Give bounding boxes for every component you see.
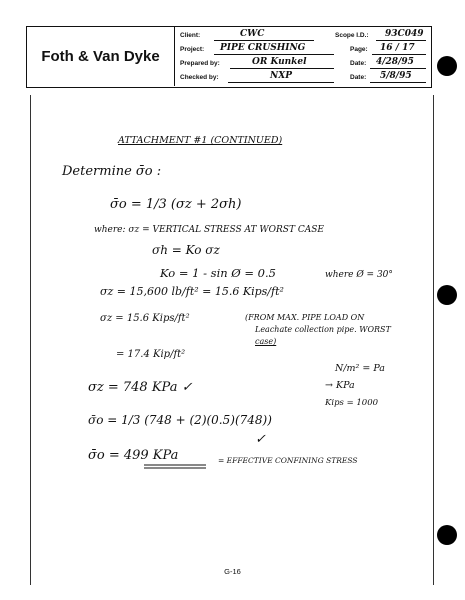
formula-ko: Ko = 1 - sin Ø = 0.5 xyxy=(160,266,276,280)
check-mark: ✓ xyxy=(255,432,266,447)
unit-note-3: Kips = 1000 xyxy=(325,398,379,408)
scope-value: 93C049 xyxy=(385,29,424,39)
company-name: Foth & Van Dyke xyxy=(27,27,175,86)
prepared-date-label: Date: xyxy=(350,60,367,67)
attachment-title: ATTACHMENT #1 (CONTINUED) xyxy=(118,135,283,146)
source-note-3: case) xyxy=(255,337,277,346)
client-value: CWC xyxy=(240,29,265,39)
effective-stress-label: = EFFECTIVE CONFINING STRESS xyxy=(218,456,358,465)
sigma-z-kpa: σz = 748 KPa ✓ xyxy=(88,380,193,395)
scope-label: Scope I.D.: xyxy=(335,32,369,39)
formula-sigma-o: σ̄o = 1/3 (σz + 2σh) xyxy=(110,197,242,212)
sigma-o-substitution: σ̄o = 1/3 (748 + (2)(0.5)(748)) xyxy=(88,413,272,427)
client-row xyxy=(180,29,430,43)
client-label: Client: xyxy=(180,32,201,39)
checked-date-value: 5/8/95 xyxy=(380,71,412,81)
punch-hole-middle xyxy=(437,285,457,305)
prepared-date-value: 4/28/95 xyxy=(376,57,414,67)
prepared-row xyxy=(180,57,430,71)
project-value: PIPE CRUSHING xyxy=(220,43,306,53)
where-vertical-stress: where: σz = VERTICAL STRESS AT WORST CASE xyxy=(94,225,324,235)
title-block xyxy=(26,26,432,88)
source-note-1: (FROM MAX. PIPE LOAD ON xyxy=(245,313,365,322)
page-footer: G-16 xyxy=(224,567,241,576)
sigma-z-kip-value: = 17.4 Kip/ft² xyxy=(116,349,186,360)
checked-value: NXP xyxy=(270,71,292,81)
unit-note-2: → KPa xyxy=(325,380,355,391)
unit-note-1: N/m² = Pa xyxy=(335,363,385,374)
page-value: 16 / 17 xyxy=(380,43,415,53)
determine-line: Determine σ̄o : xyxy=(62,164,162,179)
friction-angle-note: where Ø = 30° xyxy=(325,270,393,280)
checked-date-label: Date: xyxy=(350,74,367,81)
checked-label: Checked by: xyxy=(180,74,219,81)
sigma-o-result: σ̄o = 499 KPa xyxy=(88,448,179,463)
project-row xyxy=(180,43,430,57)
formula-sigma-h: σh = Ko σz xyxy=(152,243,220,257)
prepared-label: Prepared by: xyxy=(180,60,220,67)
prepared-value: OR Kunkel xyxy=(252,57,307,67)
checked-row xyxy=(180,71,430,85)
punch-hole-bottom xyxy=(437,525,457,545)
source-note-2: Leachate collection pipe. WORST xyxy=(255,325,391,334)
page-label: Page: xyxy=(350,46,368,53)
project-label: Project: xyxy=(180,46,205,53)
sigma-z-kips: σz = 15.6 Kips/ft² xyxy=(100,313,190,324)
punch-hole-top xyxy=(437,56,457,76)
sigma-z-conversion: σz = 15,600 lb/ft² = 15.6 Kips/ft² xyxy=(100,285,284,298)
